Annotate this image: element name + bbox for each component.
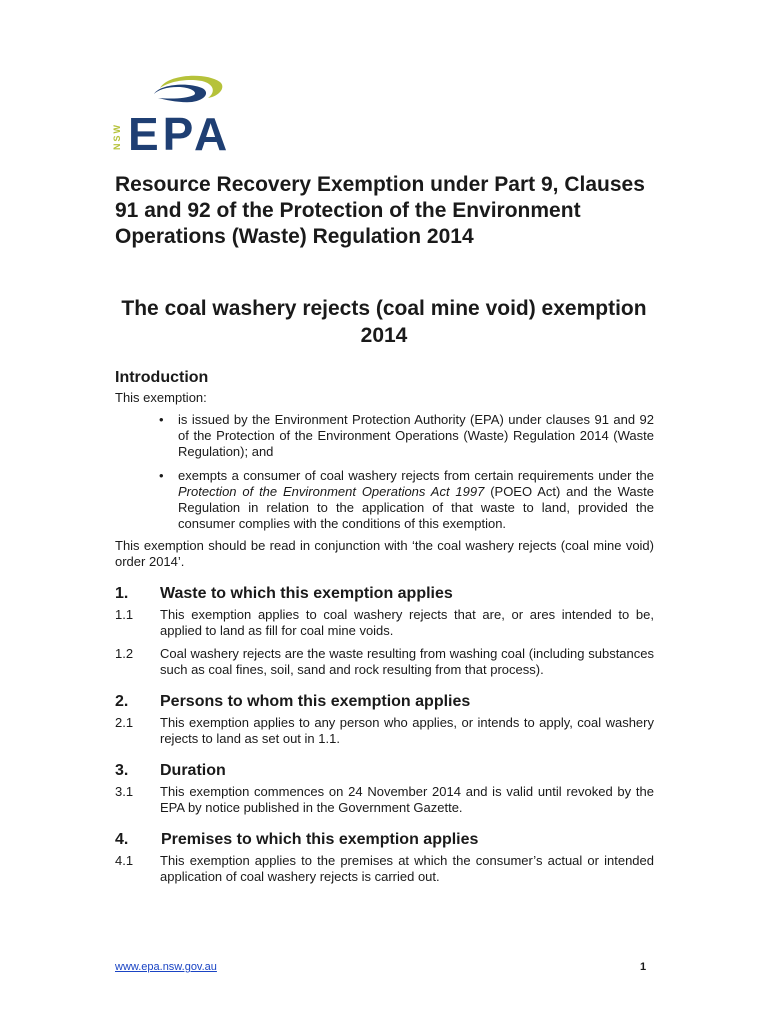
clause-number: 3.1 [115,784,134,799]
clause-number: 1.1 [115,607,134,622]
introduction-lead: This exemption: [115,390,207,405]
clause-text: This exemption commences on 24 November 2014 and is valid until revoked by the EPA by notice published in the Government Gazette. [160,784,654,815]
section-1 [115,584,654,678]
clause [115,784,654,816]
bullet-text-before: exempts a consumer of coal washery rejects from certain requirements under the [178,468,654,483]
section-number: 2. [115,693,129,710]
section-title: Persons to whom this exemption applies [160,693,471,710]
section-2 [115,692,654,747]
clause-number: 4.1 [115,853,134,868]
logo-epa-text: EPA [128,108,232,155]
document-body [115,368,654,892]
document-title: Resource Recovery Exemption under Part 9, Clauses 91 and 92 of the Protection of the Environment Operations (Waste) Regulation 2014 [115,173,645,248]
introduction-heading: Introduction [115,369,209,386]
section-title: Premises to which this exemption applies [161,831,479,848]
nsw-epa-logo [110,70,260,155]
act-name: Protection of the Environment Operations Act 1997 [178,484,485,499]
bullet-text-after: (POEO Act) and the Waste Regulation in relation to the application of that waste to land, provided the consumer complies with the conditions of this exemption. [178,484,654,531]
clause [115,853,654,885]
page-number: 1 [640,961,647,973]
footer-website-link[interactable]: www.epa.nsw.gov.au [115,961,217,973]
clause-text: Coal washery rejects are the waste resulting from washing coal (including substances such as coal fines, soil, sand and rock resulting from that process). [160,646,654,677]
clause-text: This exemption applies to the premises at which the consumer’s actual or intended application of coal washery rejects is carried out. [160,853,654,884]
clause-number: 1.2 [115,646,134,661]
clause-text: This exemption applies to coal washery rejects that are, or ares intended to be, applied to land as fill for coal mine voids. [160,607,654,638]
section-title: Waste to which this exemption applies [160,585,453,602]
bullet-text: is issued by the Environment Protection Authority (EPA) under clauses 91 and 92 of the Protection of the Environment Operations (Waste) Regulation 2014 (Waste Regulation); and [178,412,654,459]
clause-number: 2.1 [115,715,134,730]
logo-swoosh-navy [154,85,206,103]
clause [115,646,654,678]
section-4 [115,830,654,885]
section-title: Duration [160,762,226,779]
document-subtitle: The coal washery rejects (coal mine void) exemption 2014 [121,297,647,347]
bullet-dot-icon: • [159,468,164,483]
logo-nsw-text: NSW [112,123,122,150]
clause [115,607,654,639]
clause-text: This exemption applies to any person who applies, or intends to apply, coal washery rejects to land as set out in 1.1. [160,715,654,746]
section-number: 4. [115,831,129,848]
bullet-dot-icon: • [159,412,164,427]
introduction-bullets [115,412,654,532]
bullet-item [159,468,654,532]
section-heading [115,830,654,850]
bullet-item [159,412,654,460]
clause [115,715,654,747]
introduction-closing: This exemption should be read in conjunction with ‘the coal washery rejects (coal mine void) order 2014’. [115,538,654,569]
section-number: 1. [115,585,129,602]
section-heading [115,692,654,712]
section-heading [115,761,654,781]
section-3 [115,761,654,816]
section-heading [115,584,654,604]
section-number: 3. [115,762,129,779]
introduction-section [115,368,654,570]
